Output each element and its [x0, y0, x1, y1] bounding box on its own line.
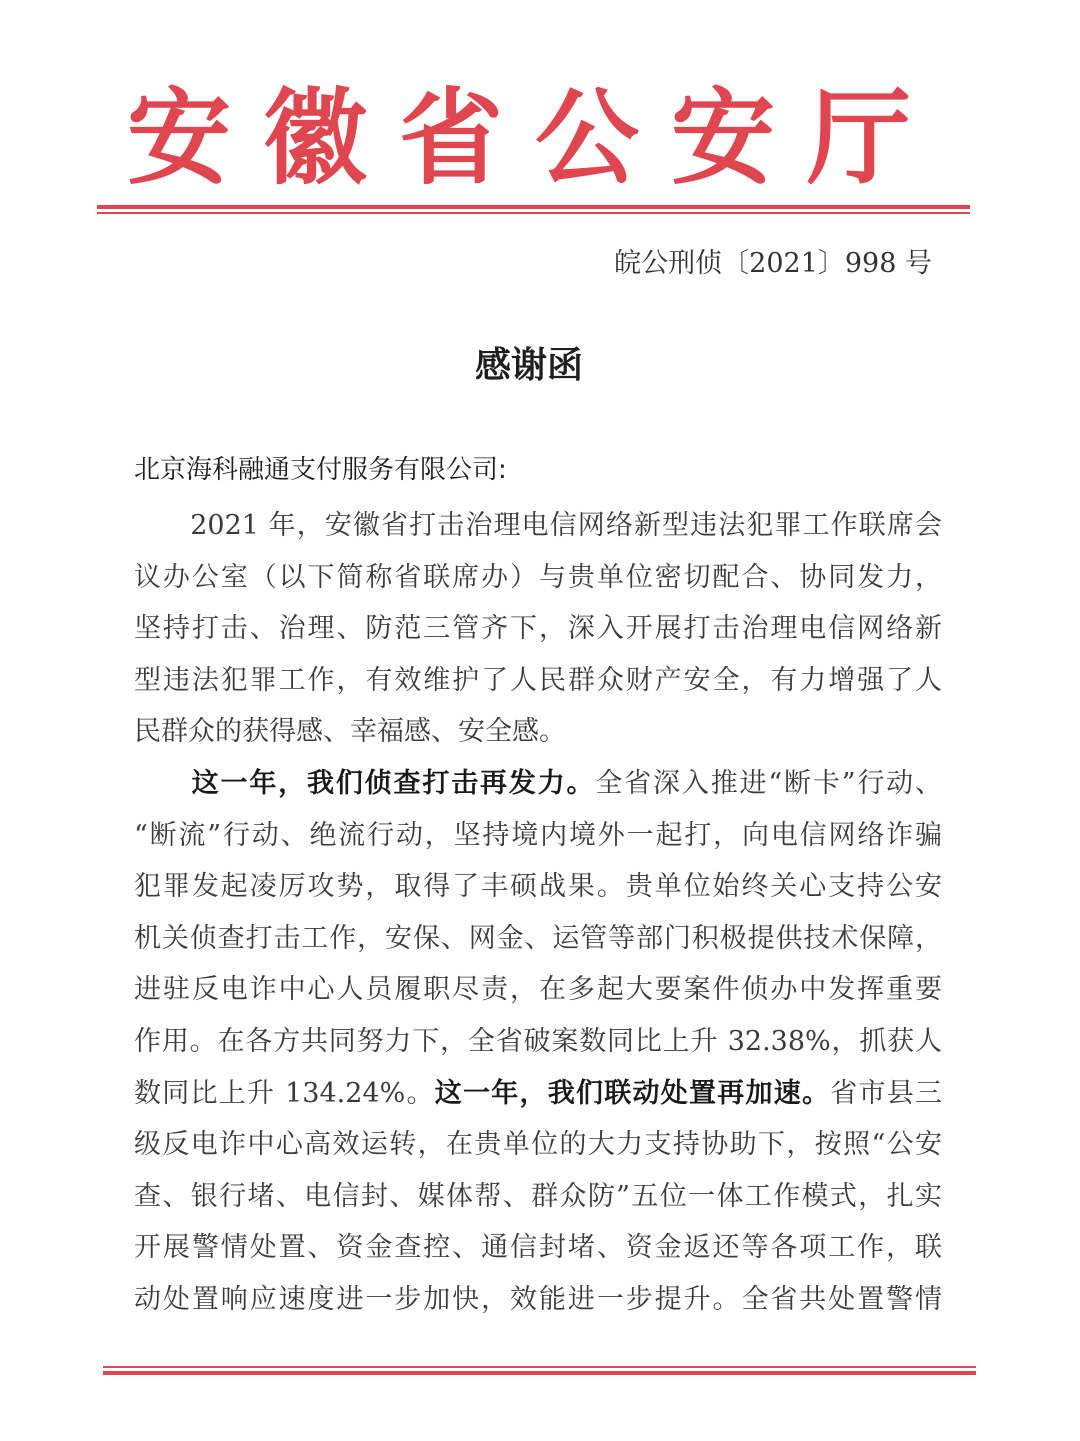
body-line	[134, 655, 942, 707]
letterhead-org-name: 安徽省公安厅	[126, 76, 943, 199]
body-line	[134, 500, 942, 552]
body-text-segment	[134, 768, 192, 799]
body-line	[134, 552, 942, 604]
document-number: 皖公刑侦〔2021〕998 号	[614, 248, 932, 279]
letter-body	[134, 500, 942, 1326]
body-text-segment: 动处置响应速度进一步加快，效能进一步提升。全省共处置警情	[134, 1283, 942, 1315]
body-line	[134, 861, 942, 913]
body-text-segment: 议办公室（以下简称省联席办）与贵单位密切配合、协同发力，	[134, 561, 942, 593]
recipient-salutation: 北京海科融通支付服务有限公司:	[134, 455, 507, 485]
body-text-segment: 坚持打击、治理、防范三管齐下，深入开展打击治理电信网络新	[134, 613, 942, 645]
body-text-segment: 民群众的获得感、幸福感、安全感。	[134, 716, 566, 748]
body-line	[134, 1222, 942, 1274]
body-emphasis: 这一年，我们侦查打击再发力。	[191, 767, 596, 799]
body-text-segment: 进驻反电诈中心人员履职尽责，在多起大要案件侦办中发挥重要	[134, 974, 942, 1006]
body-text-segment: 数同比上升 134.24%。	[134, 1077, 435, 1109]
body-text-segment: 开展警情处置、资金查控、通信封堵、资金返还等各项工作，联	[134, 1232, 942, 1264]
body-text-segment: 2021 年，安徽省打击治理电信网络新型违法犯罪工作联席会	[134, 510, 942, 541]
body-line	[134, 810, 942, 862]
body-text-segment: 型违法犯罪工作，有效维护了人民群众财产安全，有力增强了人	[134, 664, 942, 696]
body-line	[134, 1119, 942, 1171]
body-line	[134, 758, 942, 810]
body-text-segment: 作用。在各方共同努力下，全省破案数同比上升 32.38%，抓获人	[134, 1025, 942, 1057]
letterhead-red-rule-thick	[97, 205, 970, 209]
body-text-segment: 省市县三	[830, 1077, 942, 1109]
body-text-segment: 全省深入推进“断卡”行动、	[595, 767, 942, 799]
body-line	[134, 1171, 942, 1223]
body-line	[134, 706, 942, 758]
body-text-segment: 机关侦查打击工作，安保、网金、运管等部门积极提供技术保障，	[134, 922, 942, 954]
body-text-segment: “断流”行动、绝流行动，坚持境内境外一起打，向电信网络诈骗	[134, 819, 942, 851]
body-line	[134, 964, 942, 1016]
footer-red-rule-thin	[103, 1366, 976, 1368]
body-emphasis: 这一年，我们联动处置再加速。	[434, 1077, 831, 1109]
body-line	[134, 1068, 942, 1120]
body-line	[134, 1274, 942, 1326]
body-line	[134, 913, 942, 965]
body-text-segment: 级反电诈中心高效运转，在贵单位的大力支持协助下，按照“公安	[134, 1129, 942, 1161]
body-line	[134, 603, 942, 655]
body-line	[134, 1016, 942, 1068]
body-text-segment: 查、银行堵、电信封、媒体帮、群众防”五位一体工作模式，扎实	[134, 1180, 942, 1212]
document-title: 感谢函	[474, 344, 583, 386]
body-text-segment: 犯罪发起凌厉攻势，取得了丰硕战果。贵单位始终关心支持公安	[134, 871, 942, 903]
letterhead-red-rule-thin	[97, 212, 970, 214]
footer-red-rule-thick	[103, 1371, 976, 1375]
